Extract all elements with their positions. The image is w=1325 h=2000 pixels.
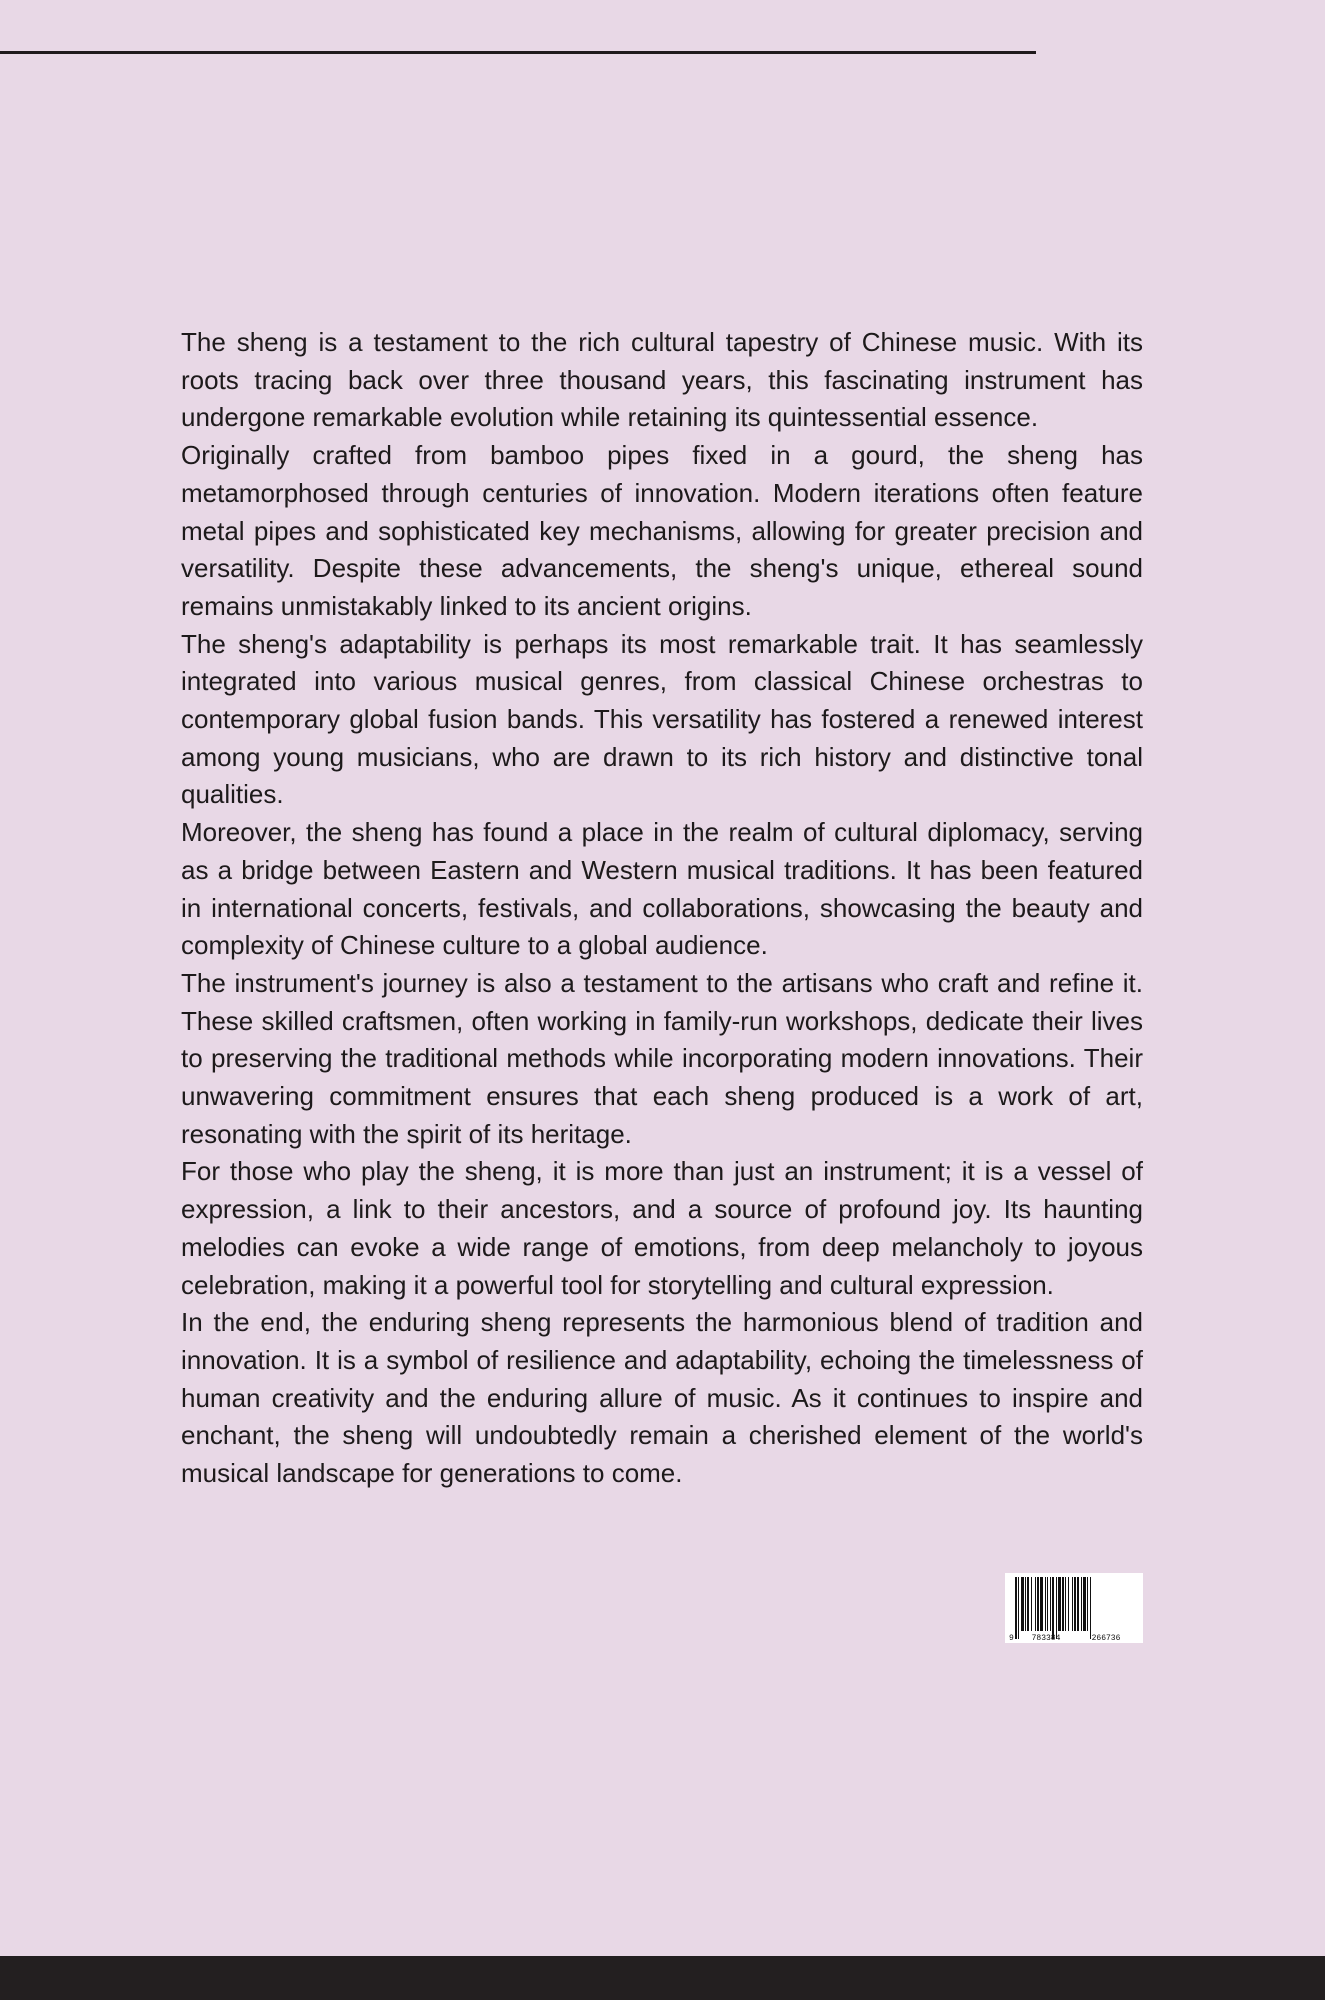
bottom-band	[0, 1956, 1325, 2000]
barcode-bar	[1068, 1577, 1069, 1631]
barcode-bar	[1090, 1577, 1091, 1639]
barcode-bar	[1040, 1577, 1043, 1631]
barcode-bar	[1027, 1577, 1029, 1631]
paragraph-7: In the end, the enduring sheng represents the harmonious blend of tradition and innovation. It is a symbol of resilience and adaptability, echoing the timelessness of human creativity and the enduring allure of music. As it continues to inspire and enchant, the sheng will undoubtedly remain a cherished element of the world's musical landscape for generations to come.	[181, 1307, 1143, 1489]
barcode-bar	[1065, 1577, 1066, 1631]
paragraph-3: The sheng's adaptability is perhaps its most remarkable trait. It has seamlessly integrated into various musical genres, from classical Chinese orchestras to contemporary global fusion bands. This versatility has fostered a renewed interest among young musicians, who are drawn to its rich history and distinctive tonal qualities.	[181, 628, 1143, 810]
barcode-bar	[1072, 1577, 1073, 1631]
barcode-bar	[1062, 1577, 1064, 1631]
paragraph-2: Originally crafted from bamboo pipes fixed in a gourd, the sheng has metamorphosed through centuries of innovation. Modern iterations often feature metal pipes and sophisticated key mechanisms, allowing for greater precision and versatility. Despite these advancements, the sheng's unique, ethereal sound remains unmistakably linked to its ancient origins.	[181, 440, 1143, 621]
barcode-bar	[1018, 1577, 1019, 1639]
barcode-bar	[1074, 1577, 1076, 1631]
paragraph-1: The sheng is a testament to the rich cultural tapestry of Chinese music. With its roots tracing back over three thousand years, this fascinating instrument has undergone remarkable evolution while retaining its quintessential essence.	[181, 327, 1143, 433]
barcode-icon	[1005, 1573, 1143, 1643]
paragraph-4: Moreover, the sheng has found a place in the realm of cultural diplomacy, serving as a bridge between Eastern and Western musical traditions. It has been featured in international concerts, festivals, and collaborations, showcasing the beauty and complexity of Chinese culture to a global audience.	[181, 817, 1143, 961]
barcode-bar	[1031, 1577, 1032, 1631]
paragraph-5: The instrument's journey is also a testament to the artisans who craft and refine it. These skilled craftsmen, often working in family-run workshops, dedicate their lives to preserving the traditional methods while incorporating modern innovations. Their unwavering commitment ensures that each sheng produced is a work of art, resonating with the spirit of its heritage.	[181, 967, 1143, 1149]
barcode-lead-digit: 9	[1009, 1634, 1014, 1643]
barcode-bar	[1081, 1577, 1082, 1631]
top-divider-rule	[0, 51, 1036, 54]
barcode-left-digits: 783384	[1031, 1634, 1061, 1643]
isbn-barcode	[1005, 1573, 1143, 1643]
barcode-bar	[1015, 1577, 1017, 1639]
barcode-right-digits: 266736	[1091, 1634, 1121, 1643]
barcode-bar	[1083, 1577, 1086, 1631]
barcode-bar	[1087, 1577, 1088, 1631]
paragraph-6: For those who play the sheng, it is more than just an instrument; it is a vessel of expression, a link to their ancestors, and a source of profound joy. Its haunting melodies can evoke a wide range of emotions, from deep melancholy to joyous celebration, making it a powerful tool for storytelling and cultural expression.	[181, 1156, 1143, 1300]
barcode-bar	[1077, 1577, 1079, 1631]
barcode-bar	[1047, 1577, 1048, 1631]
barcode-bar	[1056, 1577, 1057, 1639]
barcode-bar	[1052, 1577, 1054, 1639]
barcode-bar	[1058, 1577, 1061, 1631]
back-cover-text	[181, 324, 1143, 1493]
barcode-bar	[1045, 1577, 1046, 1631]
barcode-bar	[1050, 1577, 1051, 1631]
barcode-bar	[1021, 1577, 1024, 1631]
barcode-bar	[1037, 1577, 1039, 1631]
barcode-bar	[1025, 1577, 1026, 1631]
barcode-bar	[1035, 1577, 1036, 1631]
